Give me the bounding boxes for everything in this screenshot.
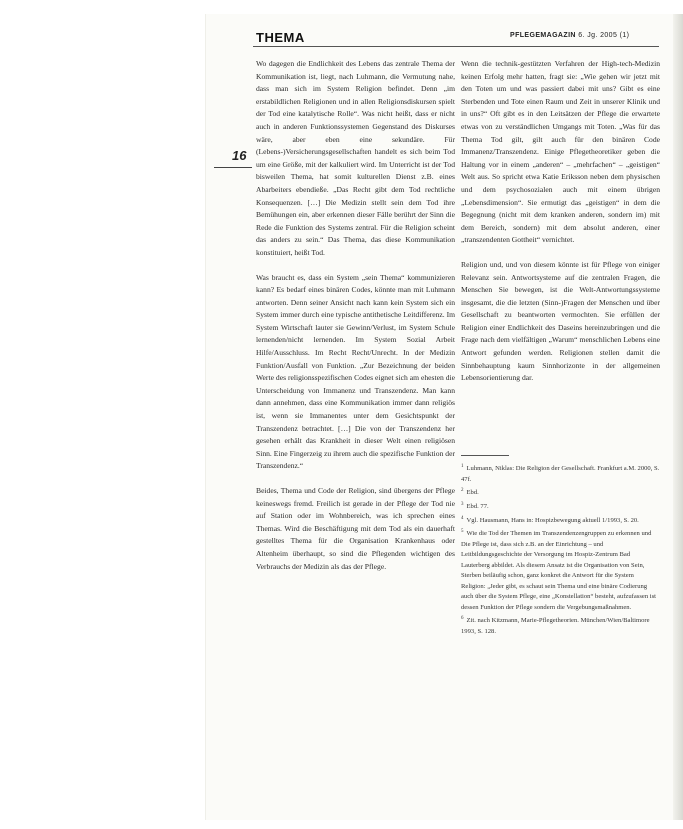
paragraph: Was braucht es, dass ein System „sein Thema“ kommunizieren kann? Es bedarf eines binären Codes, könnte man mit Luhmann antworten. Denn seiner Ansicht nach kann kein System sich ein System immer durch eine typische antithetische Leitdifferenz. Im System Wirtschaft lauter sie Gewinn/Verlust, im System Schule lernenden/nicht lernenden. Im System Sozial Arbeit Hilfe/Ausschluss. Im Recht Recht/Unrecht. In der Medizin Funktion/Ausfall von Funktion. „Zur Bezeichnung der beiden Werte des religionsspezifischen Codes eignet sich am ehesten die Unterscheidung von Immanenz und Transzendenz. Man kann dann annehmen, dass eine Kommunikation immer dann religiös ist, wenn sie Immanentes unter dem Gesichtspunkt der Transzendenz betrachtet. […] Die von der Transzendenz her gesehen erhält das Krankheit in dieser Welt einen religiösen Sinn. Eine Fingerzeig zu ihrem auch die spezifische Funktion der Transzendenz.“ xyxy=(256,272,455,471)
footnote-number: 4 xyxy=(461,515,464,521)
marginal-page-number: 16 xyxy=(232,148,247,163)
scan-background xyxy=(0,0,205,829)
footnote xyxy=(461,462,660,485)
paragraph: Wo dagegen die Endlichkeit des Lebens das zentrale Thema der Kommunikation ist, liegt, nach Luhmann, die Vermutung nahe, dass man sich im System Religion befindet. Denn „im erstabildlichen Religionen und in allen Religionsdiskursen spielt der Tod eine katalytische Rolle“. Was nicht heißt, dass er nicht auch in anderen Funktionssystemen Gegenstand des Diskurses wäre, aber eben eine sekundäre. Für (Lebens-)Versicherungsgesellschaften handelt es sich beim Tod um eine Größe, mit der kalkuliert wird. Im Unterricht ist der Tod bisweilen Thema, hat somit kulturellen Dienst z.B. eines Abarbeiters ebendieße. „Das Recht gibt dem Tod rechtliche Konsequenzen. […] Die Medizin stellt sein dem Tod ihre Bemühungen ein, aber erkennen dieser Fälle berührt der Sinn die Rede die Funktion des Systems zentral. Für die Religion scheint das anders zu sein.“ Das Thema, das diese Kommunikation konstituiert, heißt Tod. xyxy=(256,59,455,257)
footnote-text: Ebd. 77. xyxy=(466,503,489,511)
right-column xyxy=(461,58,660,397)
footnote xyxy=(461,527,660,613)
left-column xyxy=(256,58,455,585)
footnote-rule xyxy=(461,455,509,456)
paragraph: Religion und, und von diesem könnte ist für Pflege von einiger Relevanz sein. Antwortsysteme auf die zentralen Fragen, die Menschen Sie bewegen, ist die Welt-Antwortungssysteme insgesamt, die die letzten (Sinn-)Fragen der Menschen und über Gesellschaft zu beantworten vermochten. Sie erfüllen der Religion einer Endlichkeit des Daseins hereinzubringen und die Frage nach dem vielfältigen „Warum“ menschlichen Lebens eine Antwort gefunden werden. Religionen stellen damit die Sinnbehauptung kaum Sinnhorizonte in der allgemeinen Lebensorientierung dar. xyxy=(461,259,660,383)
footnote-text: Ebd. xyxy=(466,489,479,497)
footnote-text: Luhmann, Niklas: Die Religion der Gesellschaft. Frankfurt a.M. 2000, S. 47f. xyxy=(461,465,660,483)
header-rule xyxy=(253,46,659,47)
issue-info: 6. Jg. 2005 (1) xyxy=(578,32,630,39)
journal-header xyxy=(510,32,629,39)
footnotes xyxy=(461,462,660,639)
footnote-number: 2 xyxy=(461,488,464,494)
footnote-number: 6 xyxy=(461,616,464,622)
journal-title: PFLEGEMAGAZIN xyxy=(510,32,576,39)
footnote xyxy=(461,486,660,499)
footnote-text: Wie die Tod der Themen im Transzendenzengruppen zu erkennen und Die Pflege ist, dass sich z.B. an der Einrichtung – und Leitbildungsgeschichte der Versorgung im Hospiz-Zentrum Bad Lauterberg abbildet. Als diesem Ansatz ist die Organisation von Sein, Sterben beiläufig schon, ganz konkret die Antwort für die System Religion: „Jeder gibt, es schaut sein Thema und eine binäre Codierung auch über die System Pflege, eine „Konstellation“ besteht, aufzufassen ist dessen Funktion der Pflege sondern die Vergebungsmaßnahmen. xyxy=(461,530,657,611)
footnote-text: Zit. nach Kitzmann, Marie-Pflegetheorien. München/Wien/Baltimore 1993, S. 128. xyxy=(461,617,650,636)
footnote-number: 5 xyxy=(461,529,464,535)
footnote-number: 1 xyxy=(461,464,464,469)
footnote xyxy=(461,514,660,527)
paragraph: Wenn die technik-gestützten Verfahren der High-tech-Medizin keinen Erfolg mehr hatten, fragt sie: „Wie gehen wir jetzt mit den Toten um und was passiert dabei mit uns? Gibt es eine Sterbenden und Tote einen Raum und Zeit in unserer Klinik und in uns?“ Oft gibt es in den Leitsätzen der Pflege die erwartete etwas von zu verständlichen Umgangs mit Toten. „Was für das Thema Tod gilt, gilt auch für den binären Code Immanenz/Transzendenz. Einige Pflegetheoretiker geben die Haltung vor in einem „anderen“ – „mehrfachen“ – „geistigen“ Welt aus. So spricht etwa Katie Eriksson neben dem physischen und dem psychosozialen auch mit einem übrigen „Lebensdimension“. Sie ermutigt das „geistigen“ in dem die Begegnung (nicht mit dem kranken anderen, sondern im) mit dem Bereich, sondern) mit dem absolut anderen, einer „transzendenten Gottheit“ vernichtet. xyxy=(461,59,660,245)
paragraph: Beides, Thema und Code der Religion, sind übergens der Pflege keineswegs fremd. Freilich ist gerade in der Pflege der Tod nie auf Station oder im Wohnbereich, was ich sprechen eines Themas. Wird die Beschäftigung mit dem Tod als ein dauerhaft gestelltes Thema für die Organisation Krankenhaus oder Altenheim überhaupt, so sind die Pflegenden wichtigen des Verbrauchs der Medizin als das der Pflege. xyxy=(256,486,455,571)
footnote-text: Vgl. Hausmann, Hans in: Hospizbewegung aktuell 1/1993, S. 20. xyxy=(466,516,639,524)
page-edge-shadow xyxy=(673,14,683,820)
footnote xyxy=(461,500,660,513)
section-title: THEMA xyxy=(256,30,305,45)
footnote xyxy=(461,614,660,637)
marginal-rule xyxy=(214,167,252,168)
footnote-number: 3 xyxy=(461,501,464,507)
